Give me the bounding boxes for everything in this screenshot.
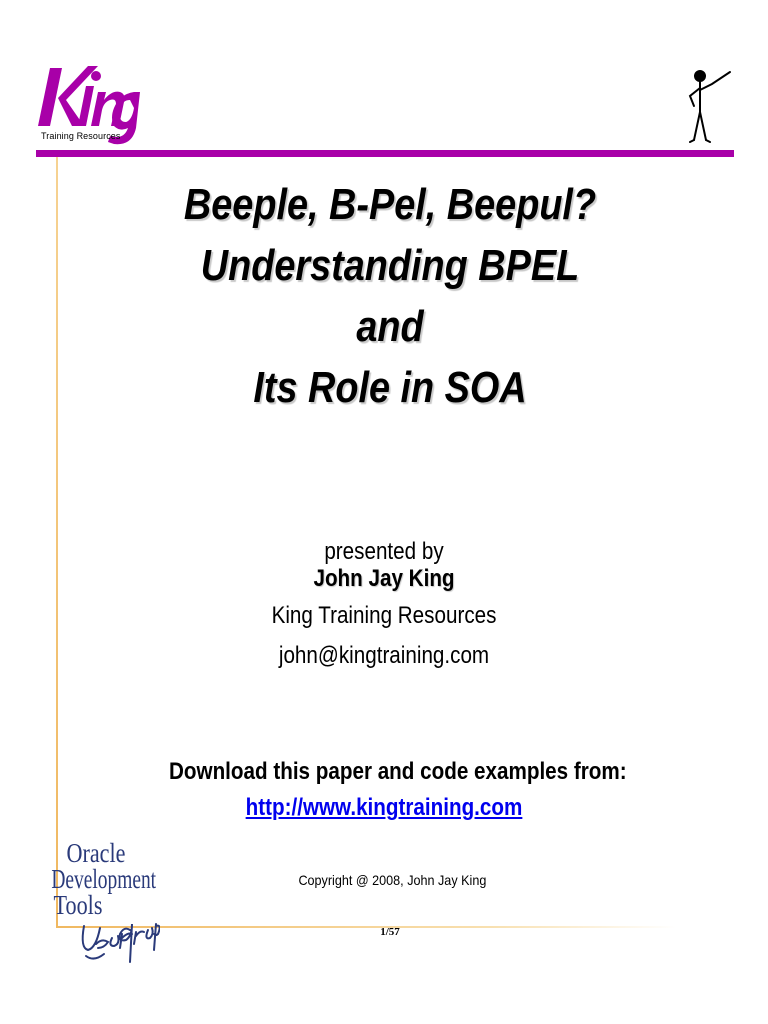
odtug-logo-line-2: Development [51,864,157,894]
title-line-4: Its Role in SOA [253,363,527,412]
odtug-script-signature [74,904,160,964]
title-line-1: Beeple, B-Pel, Beepul? [183,180,597,229]
left-margin-rule [56,157,58,927]
presenter-email[interactable]: john@kingtraining.com [278,642,490,669]
copyright-notice [242,872,542,888]
presenter-name: John Jay King [313,565,455,592]
slide-title [90,174,690,418]
presenter-organization: King Training Resources [271,602,497,629]
title-line-2: Understanding BPEL [200,241,580,290]
header-divider [36,150,734,157]
odtug-logo-line-1: Oracle [66,838,126,868]
stick-figure-pointer-icon [686,66,732,146]
download-block [134,754,634,826]
odtug-logo-line-3: Tools [53,890,103,920]
presented-by-label: presented by [324,538,444,565]
page-number: 1/57 [380,926,400,938]
logo-tagline: Training Resources [41,131,121,141]
presenter-block [184,540,584,676]
odtug-logo [34,840,158,964]
copyright-text: Copyright @ 2008, John Jay King [298,872,486,888]
title-line-3: and [356,302,424,351]
download-link[interactable]: http://www.kingtraining.com [245,794,523,821]
download-text: Download this paper and code examples from: [169,758,627,785]
